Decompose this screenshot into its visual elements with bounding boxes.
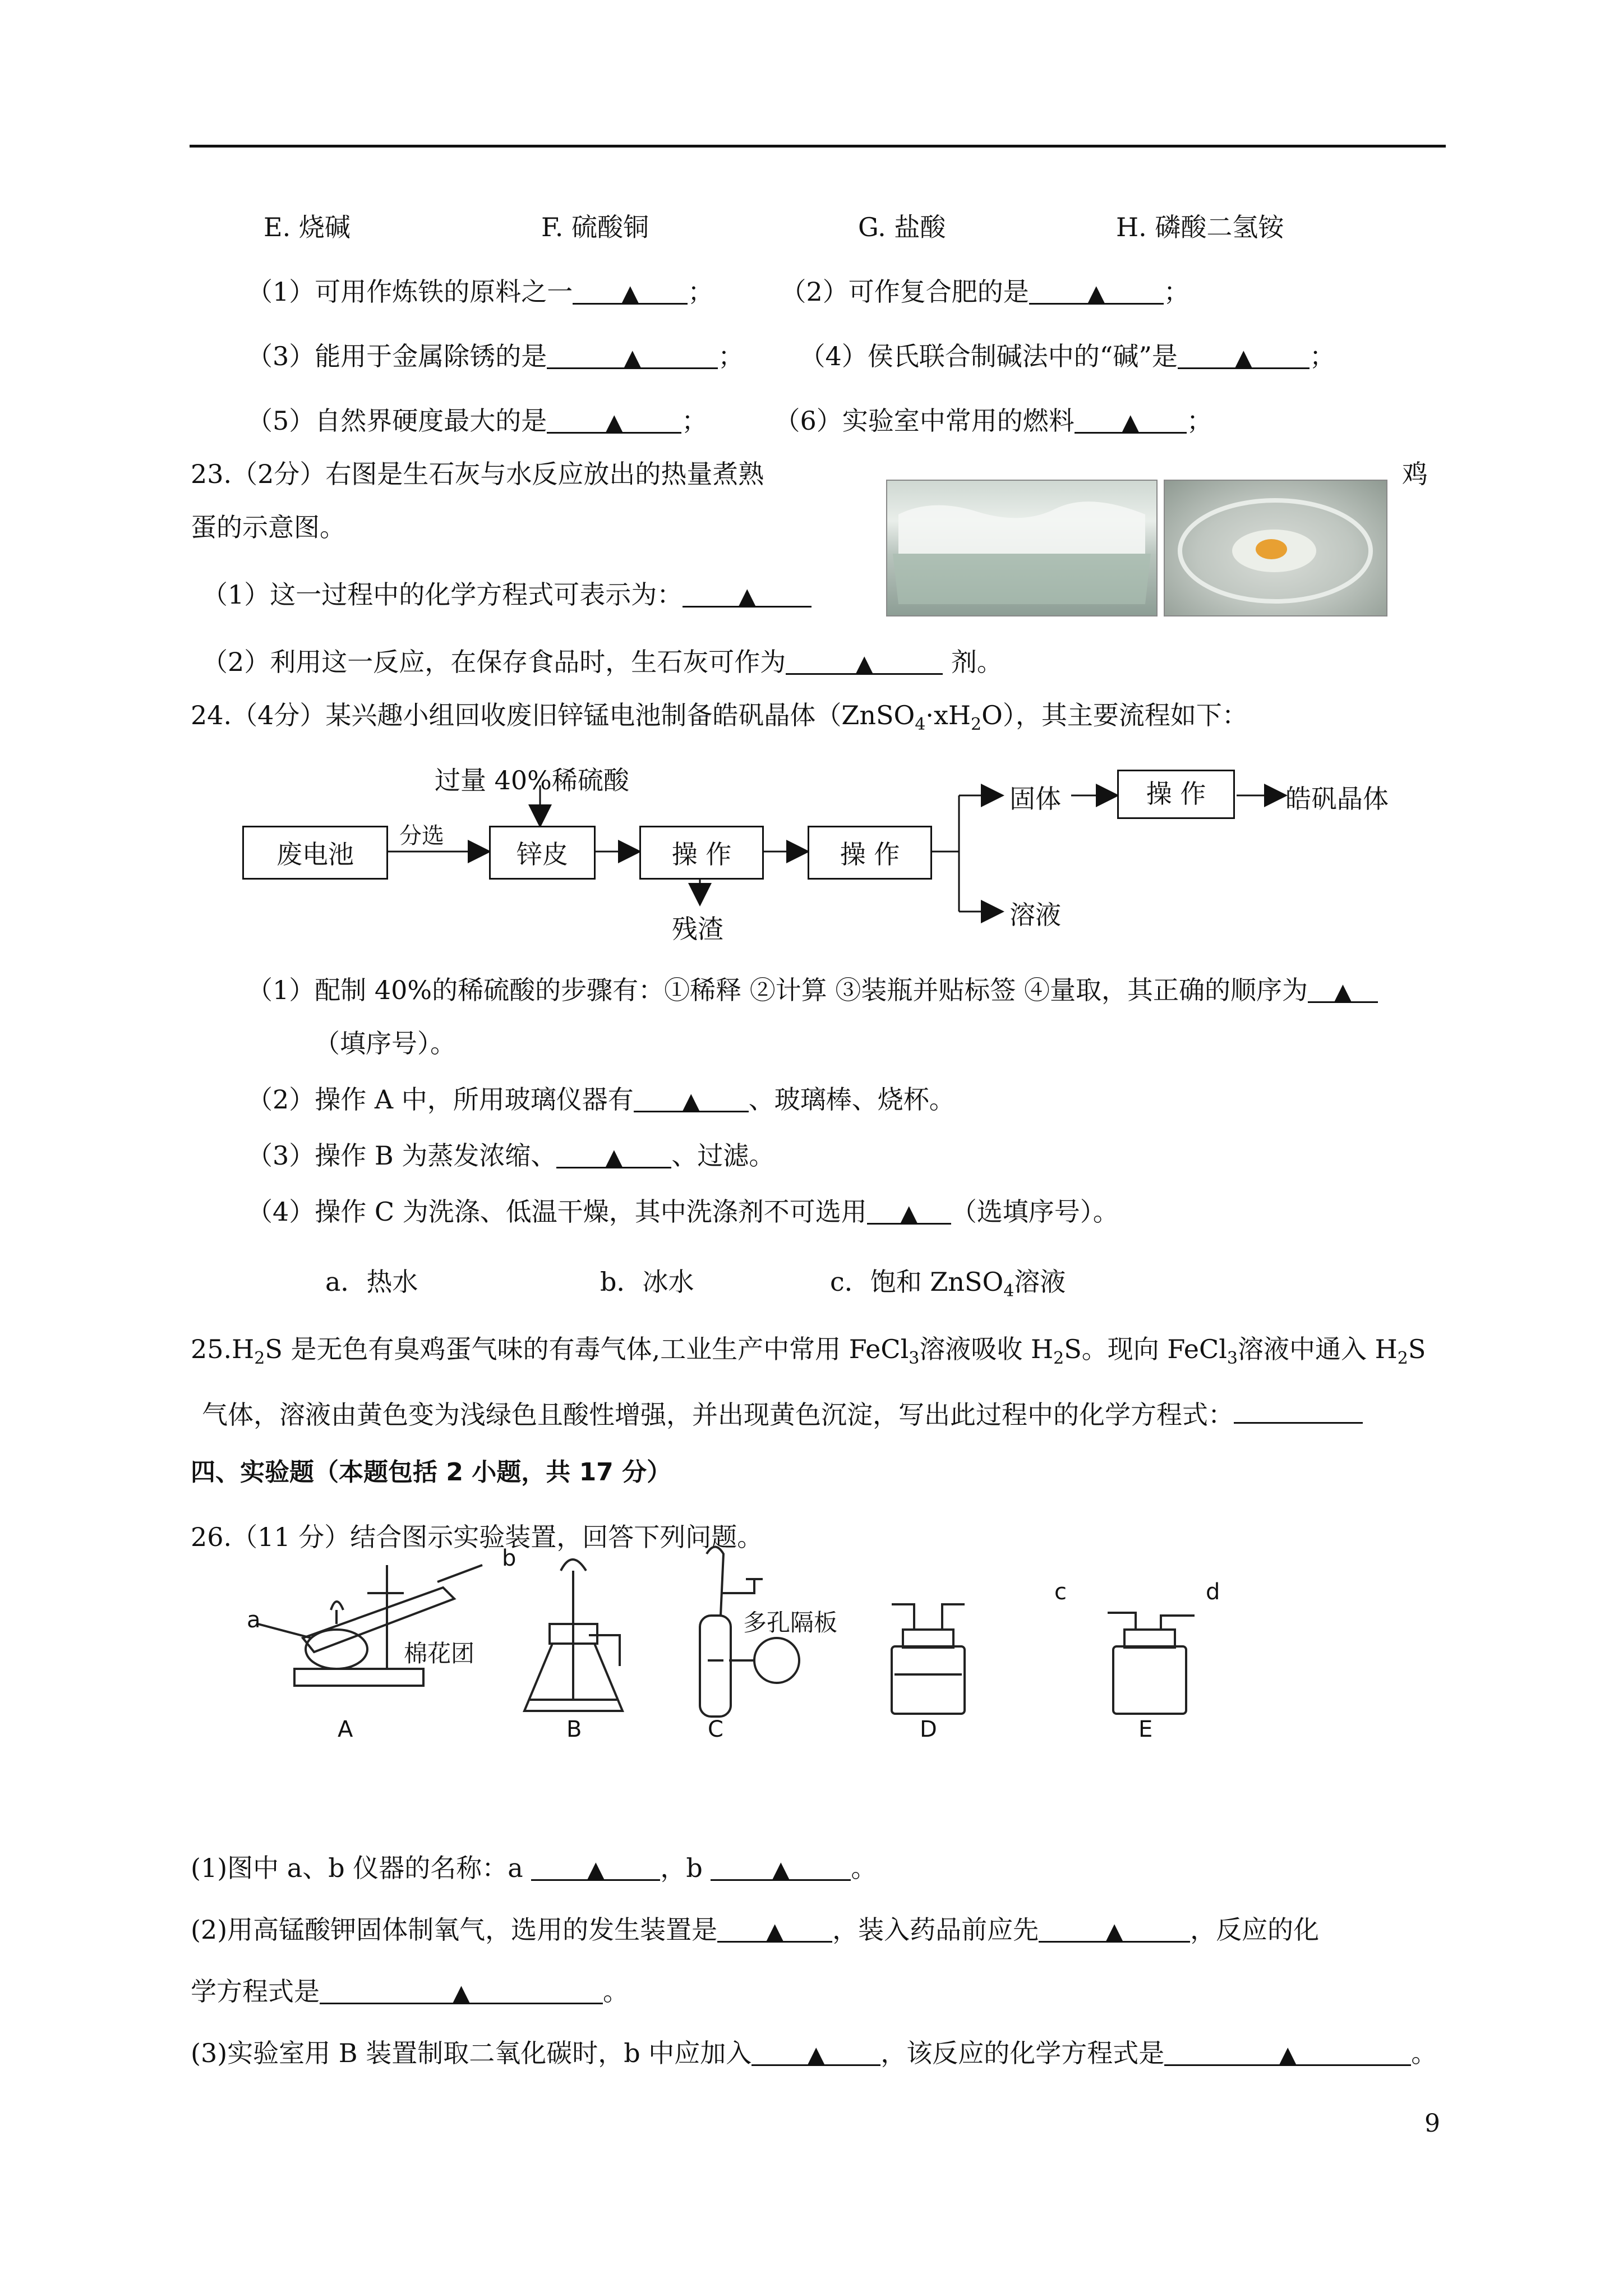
q24-p3: （3）操作 B 为蒸发浓缩、 ▲ 、过滤。 [247,1139,774,1172]
q23-head2: 蛋的示意图。 [191,512,345,542]
q24-opt-b: b．冰水 [600,1267,694,1297]
answer-blank[interactable]: ▲ [531,1851,660,1881]
q23-p2: （2）利用这一反应，在保存食品时，生石灰可作为 ▲ 剂。 [202,645,1003,679]
flow-op-b: 操 作 [808,826,932,880]
label-b: b [502,1545,517,1571]
q24-p1b: （填序号）。 [314,1028,456,1059]
flow-op-c: 操 作 [1117,770,1235,819]
label-a: a [247,1607,261,1633]
option-g: G. 盐酸 [858,212,946,242]
option-e: E. 烧碱 [264,212,351,242]
q24-p4: （4）操作 C 为洗涤、低温干燥，其中洗涤剂不可选用 ▲ （选填序号）。 [247,1195,1119,1228]
flow-sort: 分选 [399,823,444,849]
q25-line2: 气体，溶液由黄色变为浅绿色且酸性增强，并出现黄色沉淀，写出此过程中的化学方程式： [202,1394,1363,1432]
q24-p2: （2）操作 A 中，所用玻璃仪器有 ▲ 、玻璃棒、烧杯。 [247,1083,955,1116]
label-C: C [708,1717,723,1742]
q25-line1: $25.H_2S$ 是无色有臭鸡蛋气味的有毒气体,工业生产中常用 FeCl$_3$溶液吸收 $H_2S$。现向 FeCl$_3$溶液中通入 $H_2S$ [191,1334,1426,1369]
flow-product: 皓矾晶体 [1285,784,1389,814]
flow-solid: 固体 [1009,784,1061,814]
q24-head: 24.（4分）某兴趣小组回收废旧锌锰电池制备皓矾晶体$(ZnSO_4\cdot xH_2O)$，其主要流程如下： [191,700,1248,735]
q26-p2: (2)用高锰酸钾固体制氧气，选用的发生装置是 ▲ ，装入药品前应先 ▲ ，反应的化 [191,1913,1319,1947]
q26-head: 26.（11 分）结合图示实验装置，回答下列问题。 [191,1522,763,1552]
answer-blank[interactable]: ▲ [717,1913,832,1943]
q24-p1: （1）配制 40%的稀硫酸的步骤有：①稀释 ②计算 ③装瓶并贴标签 ④量取，其正确的顺序为 ▲ [247,973,1378,1007]
label-cotton: 棉花团 [404,1640,475,1667]
answer-blank[interactable]: ▲ [1029,275,1164,305]
q23-head: 23.（2分）右图是生石灰与水反应放出的热量煮熟 [191,459,764,489]
answer-blank[interactable]: ▲ [751,2036,880,2066]
label-A: A [338,1717,353,1742]
flow-residue: 残渣 [672,914,723,944]
q23-p1: （1）这一过程中的化学方程式可表示为： ▲ [202,578,811,611]
answer-blank[interactable]: ▲ [786,645,943,675]
flow-waste-battery: 废电池 [242,826,388,880]
q24-opt-a: a．热水 [325,1267,418,1297]
q22-line2: （3）能用于金属除锈的是 ▲ ； （4）侯氏联合制碱法中的“碱”是 ▲ ； [247,339,1335,373]
q26-p1: (1)图中 a、b 仪器的名称：a ▲ ，b ▲ 。 [191,1851,877,1885]
q22-line3: （5）自然界硬度最大的是 ▲ ； （6）实验室中常用的燃料 ▲ ； [247,404,1212,438]
label-c: c [1054,1579,1067,1605]
label-porous-plate: 多孔隔板 [743,1609,838,1636]
q23-head-end: 鸡 [1402,459,1428,489]
answer-blank[interactable]: ▲ [711,1851,851,1881]
answer-blank[interactable]: ▲ [867,1195,951,1225]
answer-blank[interactable]: ▲ [320,1975,603,2004]
answer-blank[interactable]: ▲ [1308,973,1378,1003]
flow-op-a: 操 作 [639,826,764,880]
flow-zinc: 锌皮 [489,826,596,880]
label-B: B [566,1717,582,1742]
label-D: D [920,1717,937,1742]
q26-p2-cont: 学方程式是 ▲ 。 [191,1975,629,2008]
option-h: H. 磷酸二氢铵 [1116,212,1284,242]
answer-blank[interactable]: ▲ [634,1083,749,1112]
q26-p3: (3)实验室用 B 装置制取二氧化碳时，b 中应加入 ▲ ，该反应的化学方程式是 ▲ 。 [191,2036,1437,2070]
q22-line1: （1）可用作炼铁的原料之一 ▲ ； （2）可作复合肥的是 ▲ ； [247,275,1189,309]
flow-acid: 过量 40%稀硫酸 [435,765,629,795]
answer-blank[interactable]: ▲ [1178,339,1310,369]
q24-opt-c: c．饱和 ZnSO$_4$溶液 [830,1267,1066,1301]
answer-blank[interactable]: ▲ [547,404,681,434]
answer-blank[interactable]: ▲ [1039,1913,1190,1943]
answer-blank[interactable]: ▲ [683,578,811,608]
flow-solution: 溶液 [1009,900,1061,930]
answer-blank[interactable]: ▲ [547,339,718,369]
answer-blank[interactable]: ▲ [556,1139,671,1168]
page-number: 9 [1424,2109,1440,2138]
option-f: F. 硫酸铜 [541,212,649,242]
answer-blank[interactable]: ▲ [1075,404,1187,434]
label-d: d [1206,1579,1220,1605]
answer-blank[interactable]: ▲ [1164,2036,1411,2066]
label-E: E [1138,1717,1153,1742]
answer-blank[interactable]: ▲ [573,275,688,305]
section-4-title: 四、实验题（本题包括 2 小题，共 17 分） [191,1458,672,1487]
